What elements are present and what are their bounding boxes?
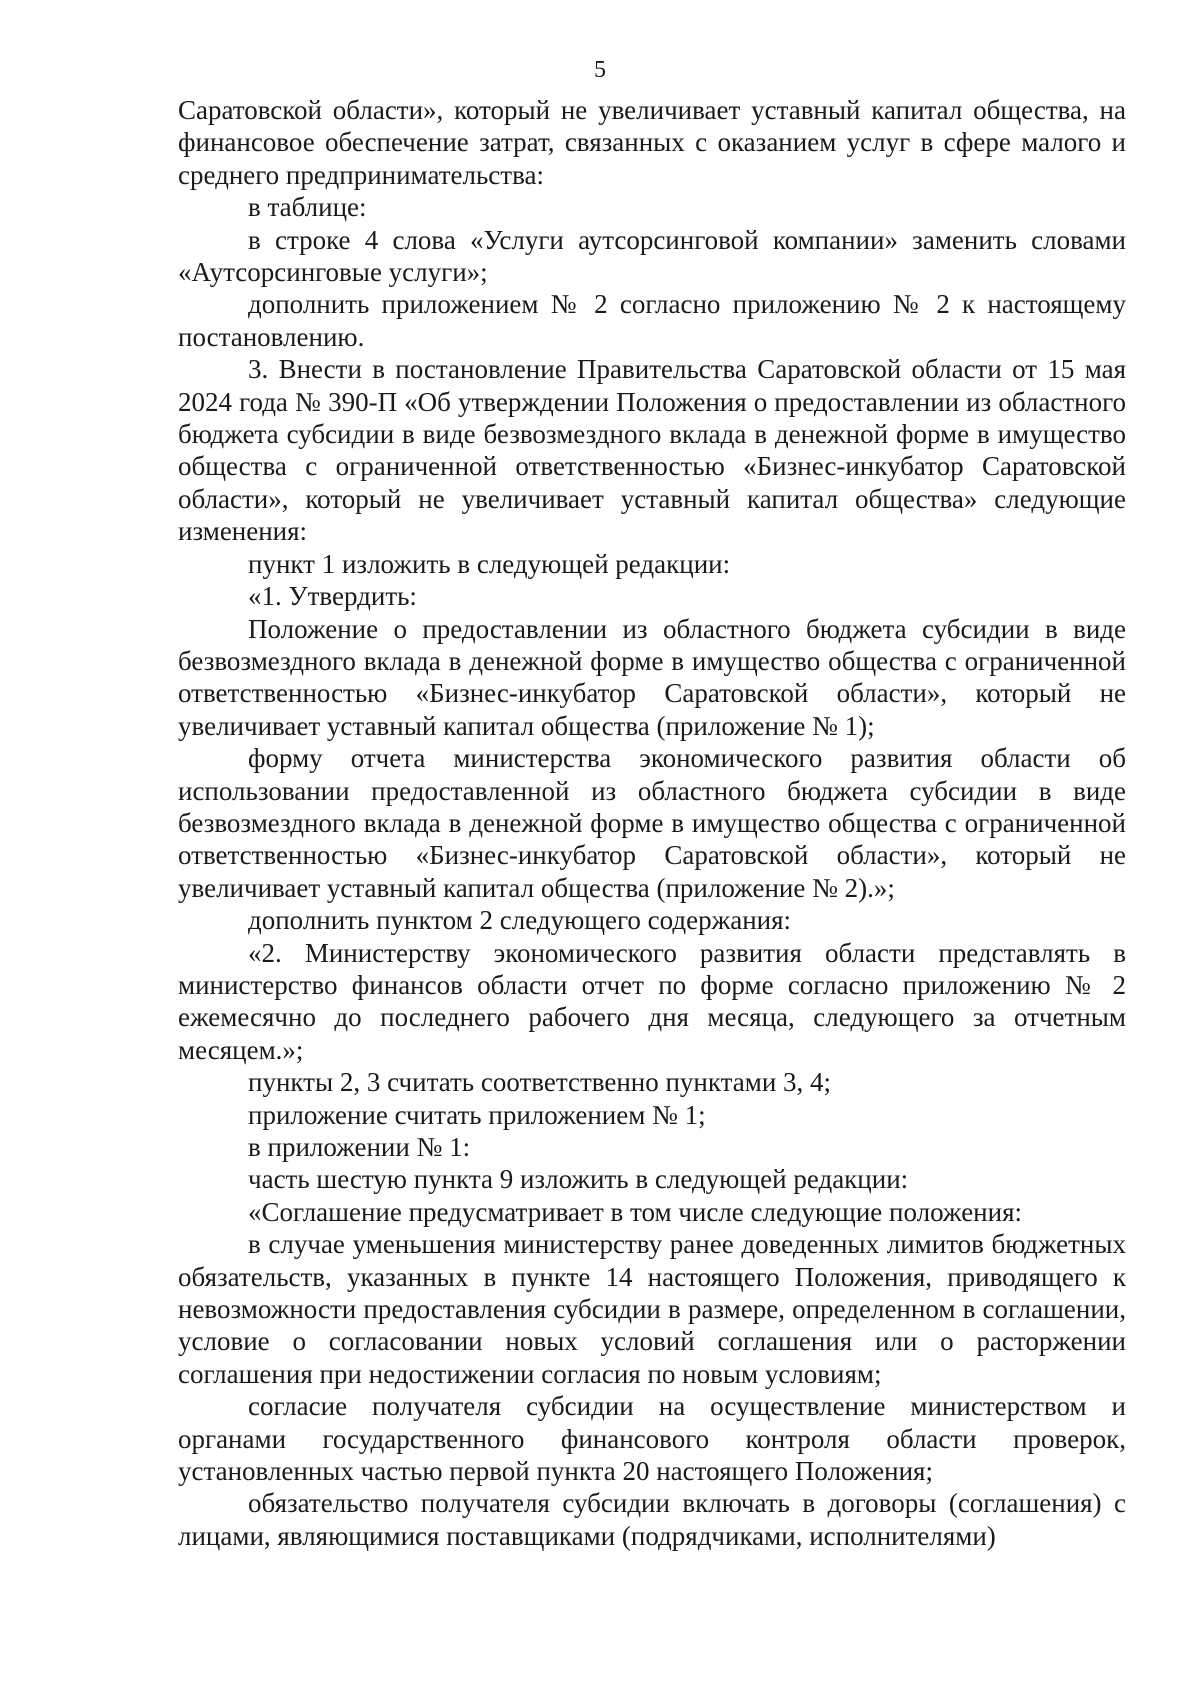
document-paragraph: пункты 2, 3 считать соответственно пунктами 3, 4;: [248, 1067, 832, 1098]
document-paragraph: согласие получателя субсидии на осуществление министерством и органами государственного финансового контроля области проверок, установленных частью первой пункта 20 настоящего Положения;: [178, 1391, 1126, 1487]
document-paragraph: 3. Внести в постановление Правительства Саратовской области от 15 мая 2024 года № 390-П «Об утверждении Положения о предоставлении из областного бюджета субсидии в виде безвозмездного вклада в денежной форме в имущество общества с ограниченной ответственностью «Бизнес-инкубатор Саратовской области», который не увеличивает уставный капитал общества» следующие изменения:: [178, 354, 1126, 547]
document-paragraph: в приложении № 1:: [248, 1132, 471, 1162]
document-paragraph: в таблице:: [248, 192, 367, 223]
document-paragraph: Саратовской области», который не увеличивает уставный капитал общества, на финансовое обеспечение затрат, связанных с оказанием услуг в сфере малого и среднего предпринимательства:: [178, 95, 1126, 190]
document-paragraph: «Соглашение предусматривает в том числе следующие положения:: [248, 1196, 1022, 1227]
document-body: [178, 94, 1126, 1552]
document-paragraph: в случае уменьшения министерству ранее доведенных лимитов бюджетных обязательств, указанных в пункте 14 настоящего Положения, приводящего к невозможности предоставления субсидии в размере, определенном в соглашении, условие о согласовании новых условий соглашения или о расторжении соглашения при недостижении согласия по новым условиям;: [178, 1229, 1126, 1389]
document-paragraph: «2. Министерству экономического развития области представлять в министерство финансов области отчет по форме согласно приложению № 2 ежемесячно до последнего рабочего дня месяца, следующего за отчетным месяцем.»;: [178, 937, 1126, 1065]
document-paragraph: часть шестую пункта 9 изложить в следующей редакции:: [248, 1164, 909, 1195]
document-paragraph: Положение о предоставлении из областного бюджета субсидии в виде безвозмездного вклада в денежной форме в имущество общества с ограниченной ответственностью «Бизнес-инкубатор Саратовской области», который не увеличивает уставный капитал общества (приложение № 1);: [178, 613, 1126, 741]
document-paragraph: приложение считать приложением № 1;: [248, 1099, 706, 1130]
document-paragraph: в строке 4 слова «Услуги аутсорсинговой компании» заменить словами «Аутсорсинговые услуги»;: [178, 224, 1126, 288]
page-number: 5: [594, 57, 606, 83]
document-paragraph: обязательство получателя субсидии включать в договоры (соглашения) с лицами, являющимися поставщиками (подрядчиками, исполнителями): [178, 1488, 1126, 1551]
document-paragraph: дополнить приложением № 2 согласно приложению № 2 к настоящему постановлению.: [178, 289, 1126, 352]
document-paragraph: форму отчета министерства экономического развития области об использовании предоставленной из областного бюджета субсидии в виде безвозмездного вклада в денежной форме в имущество общества с ограниченной ответственностью «Бизнес-инкубатор Саратовской области», который не увеличивает уставный капитал общества (приложение № 2).»;: [178, 743, 1126, 903]
document-paragraph: «1. Утвердить:: [248, 581, 417, 612]
document-paragraph: пункт 1 изложить в следующей редакции:: [248, 548, 731, 579]
document-paragraph: дополнить пунктом 2 следующего содержания:: [248, 905, 792, 936]
